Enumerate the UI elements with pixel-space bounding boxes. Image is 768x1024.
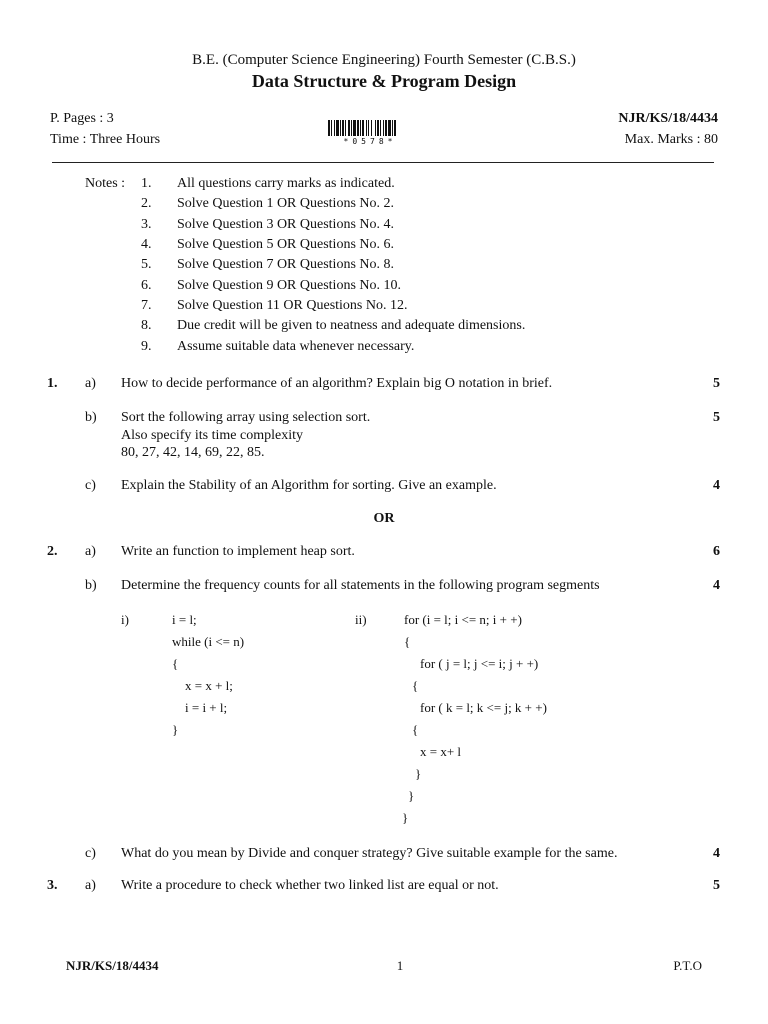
code-line: { <box>412 722 419 737</box>
question-text: Sort the following array using selection sort. <box>121 410 371 425</box>
code-line: x = x+ l <box>420 744 462 759</box>
note-number: 8. <box>141 318 152 333</box>
note-number: 5. <box>141 257 152 272</box>
note-text: Solve Question 11 OR Questions No. 12. <box>177 298 408 313</box>
code-line: x = x + l; <box>185 678 233 693</box>
barcode-bar <box>340 120 341 136</box>
max-marks: Max. Marks : 80 <box>624 132 718 147</box>
barcode-bar <box>348 120 350 136</box>
code-line: for ( j = l; j <= i; j + +) <box>420 656 539 671</box>
barcode-bar <box>366 120 367 136</box>
paper-title: Data Structure & Program Design <box>251 71 517 91</box>
note-number: 9. <box>141 339 152 354</box>
code-line: i = i + l; <box>185 700 228 715</box>
note-number: 7. <box>141 298 152 313</box>
question-marks: 5 <box>713 376 720 391</box>
barcode-bar <box>336 120 339 136</box>
barcode-bar <box>342 120 344 136</box>
question-text: Determine the frequency counts for all statements in the following program segments <box>121 578 600 593</box>
barcode-bar <box>388 120 391 136</box>
question-marks: 4 <box>713 478 720 493</box>
code-line: i = l; <box>172 612 197 627</box>
barcode-bar <box>380 120 381 136</box>
exam-subtitle: B.E. (Computer Science Engineering) Fourth Semester (C.B.S.) <box>192 52 576 68</box>
barcode-bar <box>383 120 384 136</box>
barcode-bar <box>385 120 387 136</box>
code-line: } <box>415 766 422 781</box>
barcode-bar <box>331 120 332 136</box>
barcode-bar <box>394 120 396 136</box>
notes-label: Notes : <box>85 176 126 191</box>
question-marks: 4 <box>713 578 720 593</box>
code-line: { <box>172 656 179 671</box>
question-part-label: c) <box>85 846 96 861</box>
question-number: 3. <box>47 878 58 893</box>
note-number: 4. <box>141 237 152 252</box>
barcode-bar <box>357 120 359 136</box>
page-number: 1 <box>396 958 404 973</box>
question-part-label: c) <box>85 478 96 493</box>
barcode-bar <box>371 120 372 136</box>
question-part-label: a) <box>85 544 96 559</box>
code-line: { <box>404 634 411 649</box>
note-text: Solve Question 9 OR Questions No. 10. <box>177 278 401 293</box>
barcode-bar <box>328 120 330 136</box>
code-line: for (i = l; i <= n; i + +) <box>404 612 522 627</box>
question-text: Explain the Stability of an Algorithm for sorting. Give an example. <box>121 478 497 493</box>
note-number: 1. <box>141 176 152 191</box>
page-count: P. Pages : 3 <box>50 111 114 126</box>
note-text: All questions carry marks as indicated. <box>177 176 395 191</box>
barcode-bar <box>368 120 369 136</box>
barcode-bar <box>392 120 393 136</box>
note-text: Solve Question 1 OR Questions No. 2. <box>177 196 394 211</box>
code-line: } <box>408 788 415 803</box>
note-number: 2. <box>141 196 152 211</box>
note-text: Assume suitable data whenever necessary. <box>177 339 415 354</box>
question-marks: 4 <box>713 846 720 861</box>
barcode-bar <box>377 120 379 136</box>
barcode-bar <box>345 120 346 136</box>
question-part-label: b) <box>85 410 97 425</box>
barcode-bar <box>334 120 335 136</box>
note-text: Solve Question 7 OR Questions No. 8. <box>177 257 394 272</box>
barcode-bar <box>360 120 361 136</box>
barcode-bar <box>362 120 364 136</box>
code-segment-label: i) <box>121 612 129 627</box>
code-line: } <box>402 810 409 825</box>
code-line: while (i <= n) <box>172 634 245 649</box>
question-part-label: b) <box>85 578 97 593</box>
paper-code: NJR/KS/18/4434 <box>618 111 718 126</box>
or-separator: OR <box>373 511 395 526</box>
question-marks: 5 <box>713 410 720 425</box>
barcode <box>328 120 412 136</box>
barcode-bar <box>353 120 356 136</box>
barcode-number: *0578* <box>343 137 397 146</box>
question-marks: 6 <box>713 544 720 559</box>
header-rule <box>52 162 714 163</box>
question-text: What do you mean by Divide and conquer strategy? Give suitable example for the same. <box>121 846 618 861</box>
question-text: 80, 27, 42, 14, 69, 22, 85. <box>121 445 265 460</box>
question-part-label: a) <box>85 878 96 893</box>
question-text: Write an function to implement heap sort. <box>121 544 355 559</box>
code-line: { <box>412 678 419 693</box>
question-part-label: a) <box>85 376 96 391</box>
exam-time: Time : Three Hours <box>50 132 161 147</box>
question-marks: 5 <box>713 878 720 893</box>
question-text: How to decide performance of an algorithm? Explain big O notation in brief. <box>121 376 553 391</box>
note-number: 6. <box>141 278 152 293</box>
question-number: 2. <box>47 544 58 559</box>
please-turn-over: P.T.O <box>673 958 702 973</box>
question-number: 1. <box>47 376 58 391</box>
note-text: Due credit will be given to neatness and adequate dimensions. <box>177 318 526 333</box>
question-text: Also specify its time complexity <box>121 428 303 443</box>
barcode-bar <box>375 120 376 136</box>
code-line: for ( k = l; k <= j; k + +) <box>420 700 547 715</box>
question-text: Write a procedure to check whether two linked list are equal or not. <box>121 878 499 893</box>
footer-paper-code: NJR/KS/18/4434 <box>66 958 159 973</box>
code-segment-label: ii) <box>355 612 367 627</box>
note-text: Solve Question 3 OR Questions No. 4. <box>177 217 394 232</box>
note-number: 3. <box>141 217 152 232</box>
note-text: Solve Question 5 OR Questions No. 6. <box>177 237 394 252</box>
code-line: } <box>172 722 179 737</box>
barcode-bar <box>351 120 352 136</box>
